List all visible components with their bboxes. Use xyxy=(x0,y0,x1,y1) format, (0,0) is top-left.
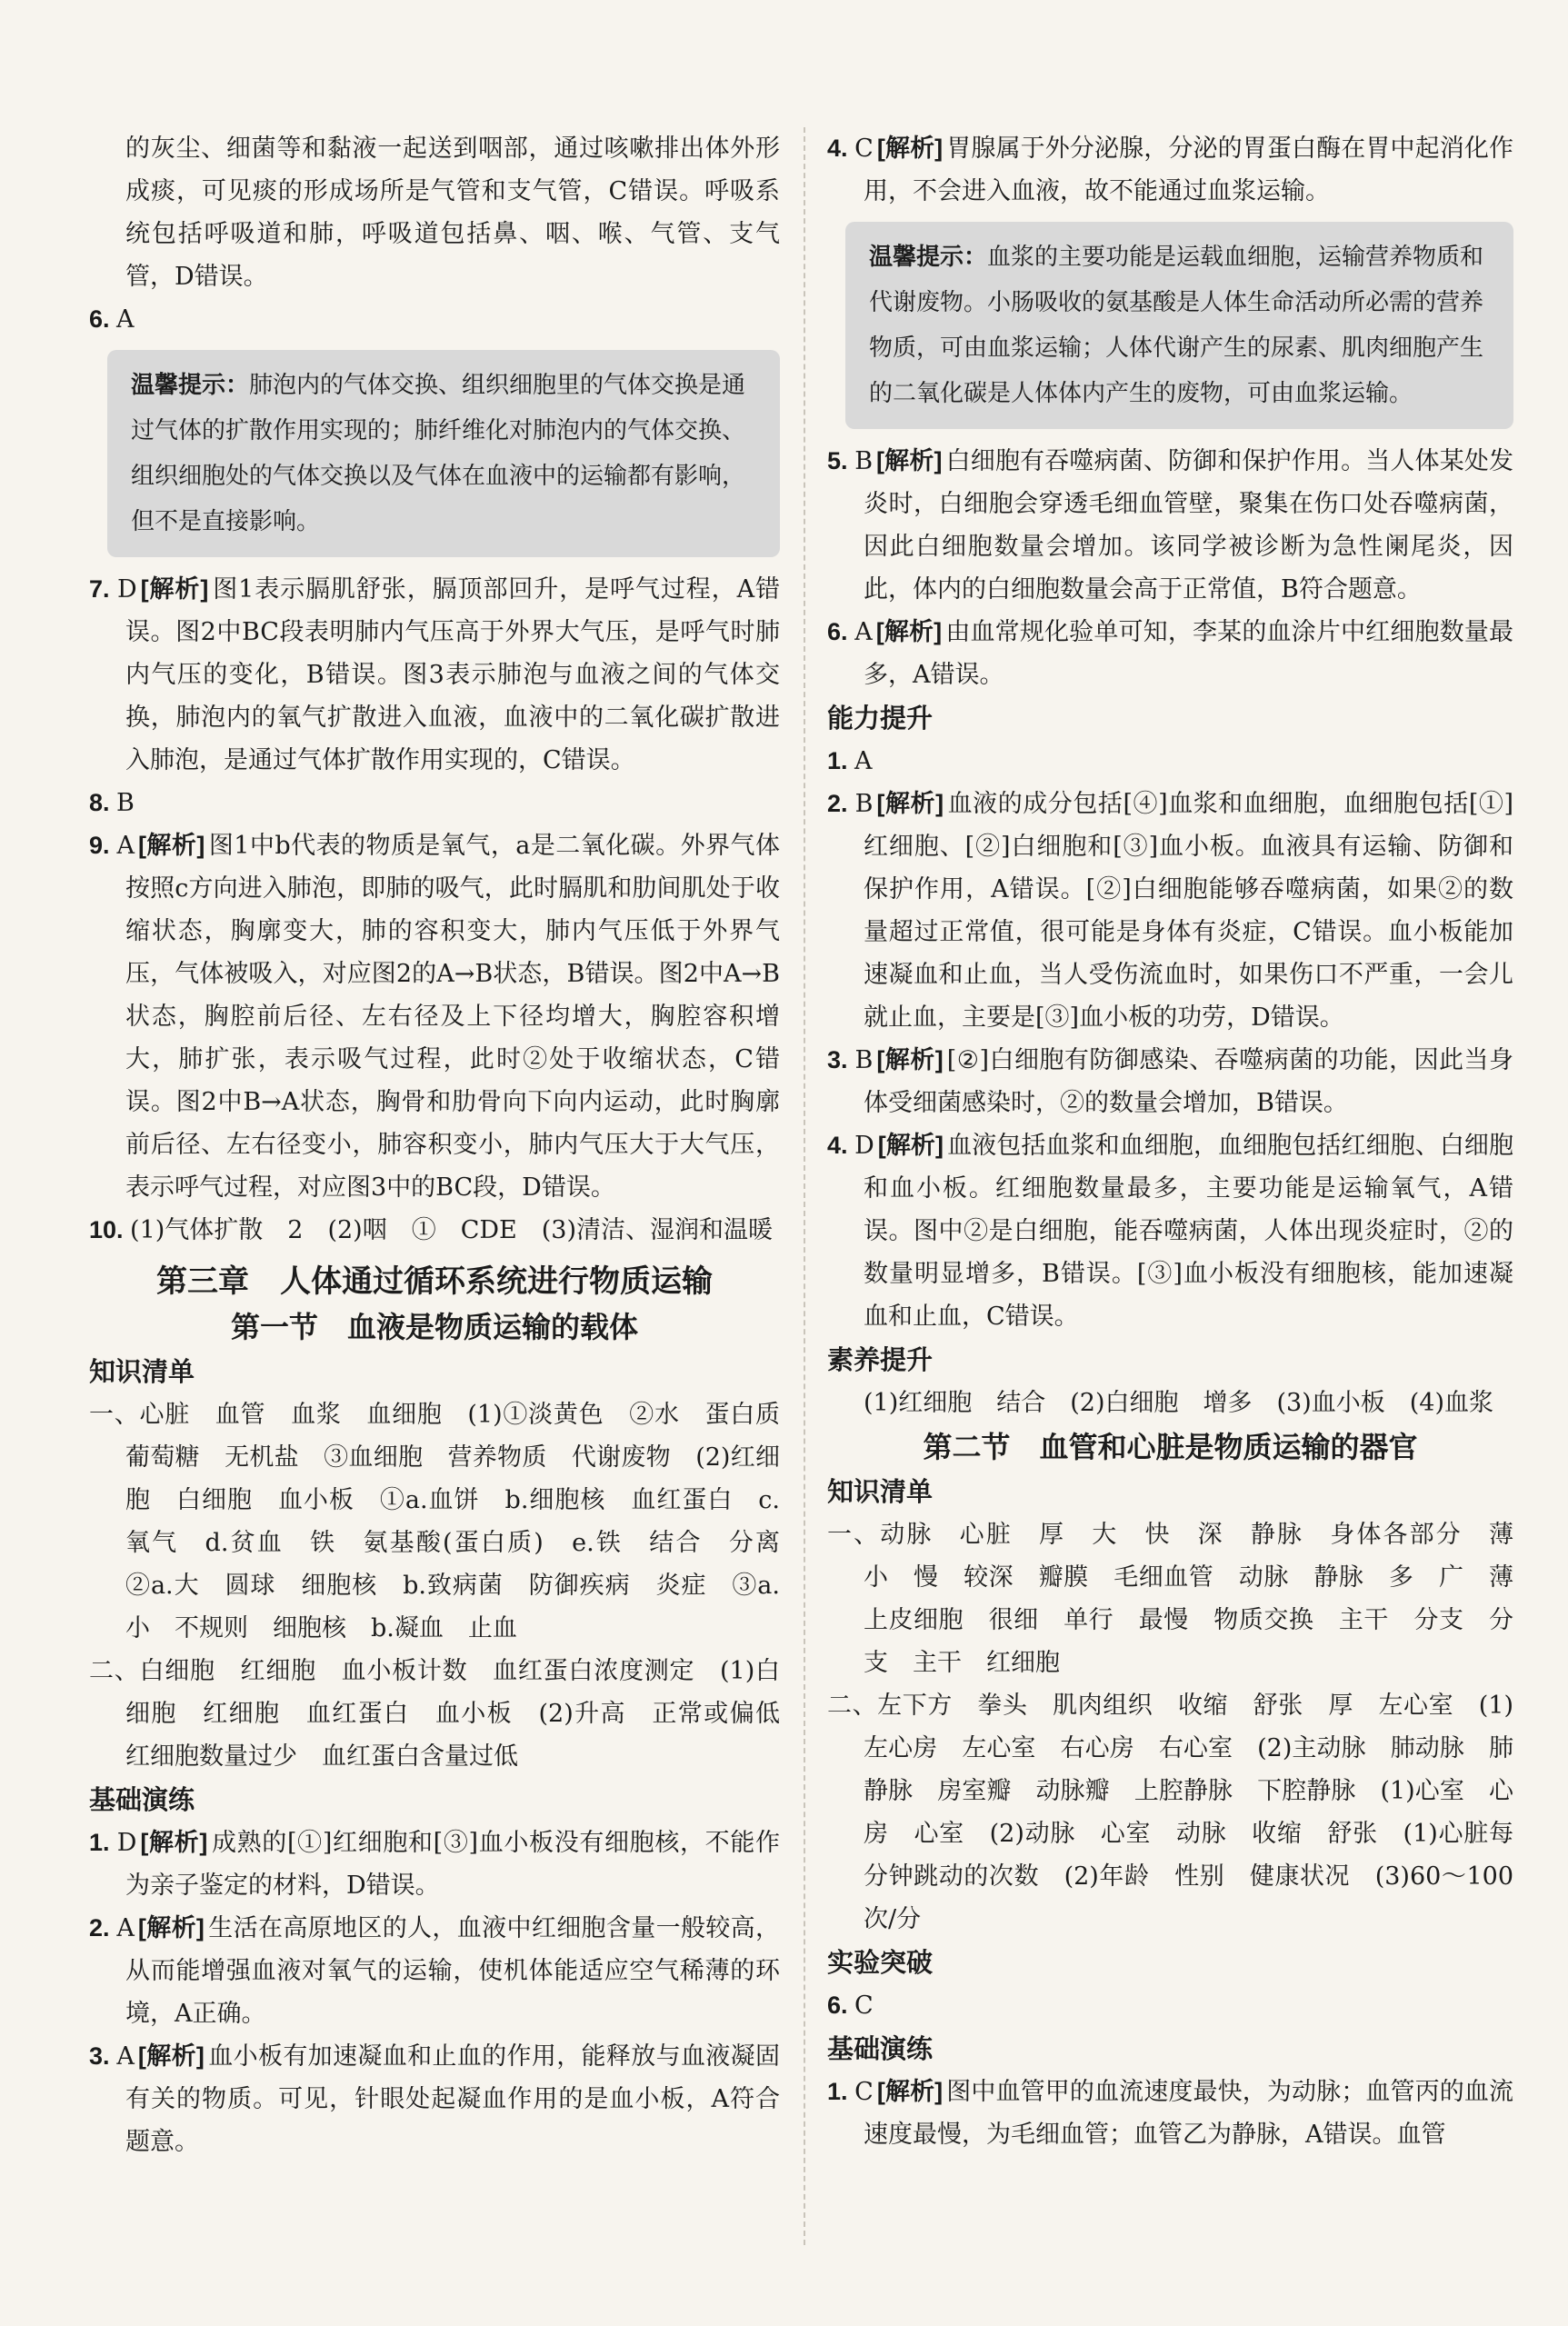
tip-label: 温馨提示： xyxy=(869,244,988,271)
left-answer-item xyxy=(89,782,780,824)
right-answer-item xyxy=(827,1124,1513,1338)
question-number: 2. xyxy=(827,790,855,817)
left-answer-item xyxy=(89,1907,780,2035)
right-tip-box xyxy=(845,222,1513,429)
answer-text: 图1中b代表的物质是氧气，a是二氧化碳。外界气体按照c方向进入肺泡，即肺的吸气，此时膈肌和肋间肌处于收缩状态，胸廓变大，肺的容积变大，肺内气压低于外界气压，气体被吸入，对应图2的A→B状态，B错误。图2中A→B状态，胸腔前后径、左右径及上下径均增大，胸腔容积增大，肺扩张，表示吸气过程，此时②处于收缩状态，C错误。图2中B→A状态，胸骨和肋骨向下向内运动，此时胸廓前后径、左右径变小，肺容积变小，肺内气压大于大气压，表示呼气过程，对应图3中的BC段，D错误。 xyxy=(125,832,780,1202)
column-divider xyxy=(804,127,805,2245)
answer-text: 胃腺属于外分泌腺，分泌的胃蛋白酶在胃中起消化作用，不会进入血液，故不能通过血浆运输。 xyxy=(864,135,1514,205)
question-number: 9. xyxy=(89,832,117,859)
answer-text: B xyxy=(116,789,135,817)
section-title: 第二节 血管和心脏是物质运输的器官 xyxy=(923,1430,1418,1464)
analysis-label: [解析] xyxy=(877,1132,944,1159)
analysis-label: [解析] xyxy=(140,1829,208,1856)
knowledge-list: 二、左下方 拳头 肌肉组织 收缩 舒张 厚 左心室 (1)左心房 左心室 右心房 右心室 (2)主动脉 肺动脉 肺静脉 房室瓣 动脉瓣 上腔静脉 下腔静脉 (1)心室 心房 心室 (2)动脉 心室 动脉 收缩 舒张 (1)心脏每分钟跳动的次数 (2)年龄 性别 健康状况 (3)60～100次/分 xyxy=(827,1692,1513,1933)
answer-choice: A xyxy=(116,1914,135,1942)
left-answer-item xyxy=(89,1209,780,1252)
answer-text: [②]白细胞有防御感染、吞噬病菌的功能，因此当身体受细菌感染时，②的数量会增加，B错误。 xyxy=(864,1046,1513,1117)
left-answer-item xyxy=(89,1822,780,1907)
answer-text: 血液的成分包括[④]血浆和血细胞，血细胞包括[①]红细胞、[②]白细胞和[③]血小板。血液具有运输、防御和保护作用，A错误。[②]白细胞能够吞噬病菌，如果②的数量超过正常值，很可能是身体有炎症，C错误。血小板能加速凝血和止血，当人受伤流血时，如果伤口不严重，一会儿就止血，主要是[③]血小板的功劳，D错误。 xyxy=(864,790,1513,1032)
analysis-label: [解析] xyxy=(140,575,209,603)
right-answer-item xyxy=(827,127,1513,213)
question-number: 6. xyxy=(827,618,855,645)
question-number: 8. xyxy=(89,789,117,816)
left-column xyxy=(89,127,804,2163)
subsection-heading: 知识清单 xyxy=(827,1476,934,1507)
subsection-heading: 基础演练 xyxy=(827,2033,934,2064)
answer-text: 血小板有加速凝血和止血的作用，能释放与血液凝固有关的物质。可见，针眼处起凝血作用的是血小板，A符合题意。 xyxy=(125,2042,781,2156)
left-tip-box xyxy=(107,350,780,557)
answer-choice: C xyxy=(854,2078,874,2106)
analysis-label: [解析] xyxy=(876,135,944,162)
question-number: 1. xyxy=(827,747,855,774)
right-answer-item xyxy=(827,1039,1513,1124)
question-number: 10. xyxy=(89,1216,131,1243)
tip-label: 温馨提示： xyxy=(131,372,250,399)
right-answer-item xyxy=(827,740,1513,783)
question-number: 1. xyxy=(827,2078,855,2105)
subsection-heading: 知识清单 xyxy=(89,1356,195,1387)
analysis-label: [解析] xyxy=(876,790,944,817)
answer-text: A xyxy=(116,305,135,334)
answer-choice: D xyxy=(116,1829,137,1857)
analysis-label: [解析] xyxy=(876,447,943,474)
answer-text: 血液包括血浆和血细胞，血细胞包括红细胞、白细胞和血小板。红细胞数量最多，主要功能是运输氧气，A错误。图中②是白细胞，能吞噬病菌，人体出现炎症时，②的数量明显增多，B错误。[③]血小板没有细胞核，能加速凝血和止血，C错误。 xyxy=(864,1132,1513,1331)
answer-choice: B xyxy=(854,1046,874,1074)
right-answer-item xyxy=(827,2071,1513,2156)
right-answer-item xyxy=(827,611,1513,696)
answer-choice: D xyxy=(854,1132,874,1160)
subsection-heading: 实验突破 xyxy=(827,1947,934,1978)
answer-text: 图中血管甲的血流速度最快，为动脉；血管丙的血流速度最慢，为毛细血管；血管乙为静脉，A错误。血管 xyxy=(864,2078,1514,2149)
tip-text: 血浆的主要功能是运载血细胞，运输营养物质和代谢废物。小肠吸收的氨基酸是人体生命活动所必需的营养物质，可由血浆运输；人体代谢产生的尿素、肌肉细胞产生的二氧化碳是人体体内产生的废物，可由血浆运输。 xyxy=(869,244,1484,407)
answer-text: 成熟的[①]红细胞和[③]血小板没有细胞核，不能作为亲子鉴定的材料，D错误。 xyxy=(125,1829,780,1900)
left-answer-item xyxy=(89,824,780,1209)
answer-text: 生活在高原地区的人，血液中红细胞含量一般较高，从而能增强血液对氧气的运输，使机体能适应空气稀薄的环境，A正确。 xyxy=(125,1914,781,2028)
answer-choice: C xyxy=(854,135,874,163)
left-answer-item xyxy=(89,568,780,782)
answer-choice: B xyxy=(854,447,874,475)
section-title: 第一节 血液是物质运输的载体 xyxy=(230,1310,638,1344)
left-answer-item xyxy=(89,298,780,341)
analysis-label: [解析] xyxy=(876,1046,944,1073)
answer-choice: A xyxy=(854,618,873,646)
question-number: 7. xyxy=(89,575,117,603)
answer-choice: A xyxy=(116,832,135,860)
knowledge-list: 二、白细胞 红细胞 血小板计数 血红蛋白浓度测定 (1)白细胞 红细胞 血红蛋白 血小板 (2)升高 正常或偏低 红细胞数量过少 血红蛋白含量过低 xyxy=(89,1657,804,1771)
question-number: 5. xyxy=(827,447,855,474)
answer-choice: A xyxy=(116,2042,135,2071)
analysis-label: [解析] xyxy=(137,832,205,859)
answer-text: (1)气体扩散 2 (2)咽 ① CDE (3)清洁、湿润和温暖 xyxy=(130,1216,773,1244)
paragraph: 的灰尘、细菌等和黏液一起送到咽部，通过咳嗽排出体外形成痰，可见痰的形成场所是气管和支气管，C错误。呼吸系统包括呼吸道和肺，呼吸道包括鼻、咽、喉、气管、支气管，D错误。 xyxy=(125,135,780,291)
answer-text: A xyxy=(854,747,873,775)
answer-text: 白细胞有吞噬病菌、防御和保护作用。当人体某处发炎时，白细胞会穿透毛细血管壁，聚集在伤口处吞噬病菌，因此白细胞数量会增加。该同学被诊断为急性阑尾炎，因此，体内的白细胞数量会高于正常值，B符合题意。 xyxy=(864,447,1514,604)
subsection-heading: 素养提升 xyxy=(827,1344,934,1375)
question-number: 4. xyxy=(827,135,855,162)
analysis-label: [解析] xyxy=(876,2078,944,2105)
analysis-label: [解析] xyxy=(137,2042,205,2070)
analysis-label: [解析] xyxy=(875,618,943,645)
knowledge-list: 一、动脉 心脏 厚 大 快 深 静脉 身体各部分 薄 小 慢 较深 瓣膜 毛细血管 动脉 静脉 多 广 薄 上皮细胞 很细 单行 最慢 物质交换 主干 分支 分支 主干 红细胞 xyxy=(827,1521,1538,1677)
question-number: 2. xyxy=(89,1914,117,1942)
answer-text: C xyxy=(854,1992,874,2020)
right-answer-item xyxy=(827,440,1513,611)
question-number: 6. xyxy=(827,1992,855,2019)
left-answer-item xyxy=(89,2035,780,2163)
chapter-title: 第三章 人体通过循环系统进行物质运输 xyxy=(156,1263,713,1300)
question-number: 4. xyxy=(827,1132,855,1159)
analysis-label: [解析] xyxy=(137,1914,205,1942)
subsection-heading: 能力提升 xyxy=(827,703,934,734)
paragraph: (1)红细胞 结合 (2)白细胞 增多 (3)血小板 (4)血浆 xyxy=(864,1389,1493,1417)
question-number: 3. xyxy=(89,2042,117,2070)
question-number: 6. xyxy=(89,305,117,333)
tip-text: 肺泡内的气体交换、组织细胞里的气体交换是通过气体的扩散作用实现的；肺纤维化对肺泡内的气体交换、组织细胞处的气体交换以及气体在血液中的运输都有影响，但不是直接影响。 xyxy=(131,372,746,535)
answer-text: 图1表示膈肌舒张，膈顶部回升，是呼气过程，A错误。图2中BC段表明肺内气压高于外界大气压，是呼气时肺内气压的变化，B错误。图3表示肺泡与血液之间的气体交换，肺泡内的氧气扩散进入血液，血液中的二氧化碳扩散进入肺泡，是通过气体扩散作用实现的，C错误。 xyxy=(125,575,780,774)
right-answer-item xyxy=(827,783,1513,1039)
right-answer-item xyxy=(827,1984,1513,2027)
question-number: 3. xyxy=(827,1046,855,1073)
right-column xyxy=(827,127,1538,2156)
answer-choice: B xyxy=(854,790,874,818)
knowledge-list: 一、心脏 血管 血浆 血细胞 (1)①淡黄色 ②水 蛋白质 葡萄糖 无机盐 ③血细胞 营养物质 代谢废物 (2)红细胞 白细胞 血小板 ①a.血饼 b.细胞核 血红蛋白 c.氧气 d.贫血 铁 氨基酸(蛋白质) e.铁 结合 分离 ②a.大 圆球 细胞核 b.致病菌 防御疾病 炎症 ③a.小 不规则 细胞核 b.凝血 止血 xyxy=(89,1401,804,1642)
question-number: 1. xyxy=(89,1829,117,1856)
answer-choice: D xyxy=(116,575,137,604)
subsection-heading: 基础演练 xyxy=(89,1784,195,1815)
answer-text: 由血常规化验单可知，李某的血涂片中红细胞数量最多，A错误。 xyxy=(864,618,1513,689)
